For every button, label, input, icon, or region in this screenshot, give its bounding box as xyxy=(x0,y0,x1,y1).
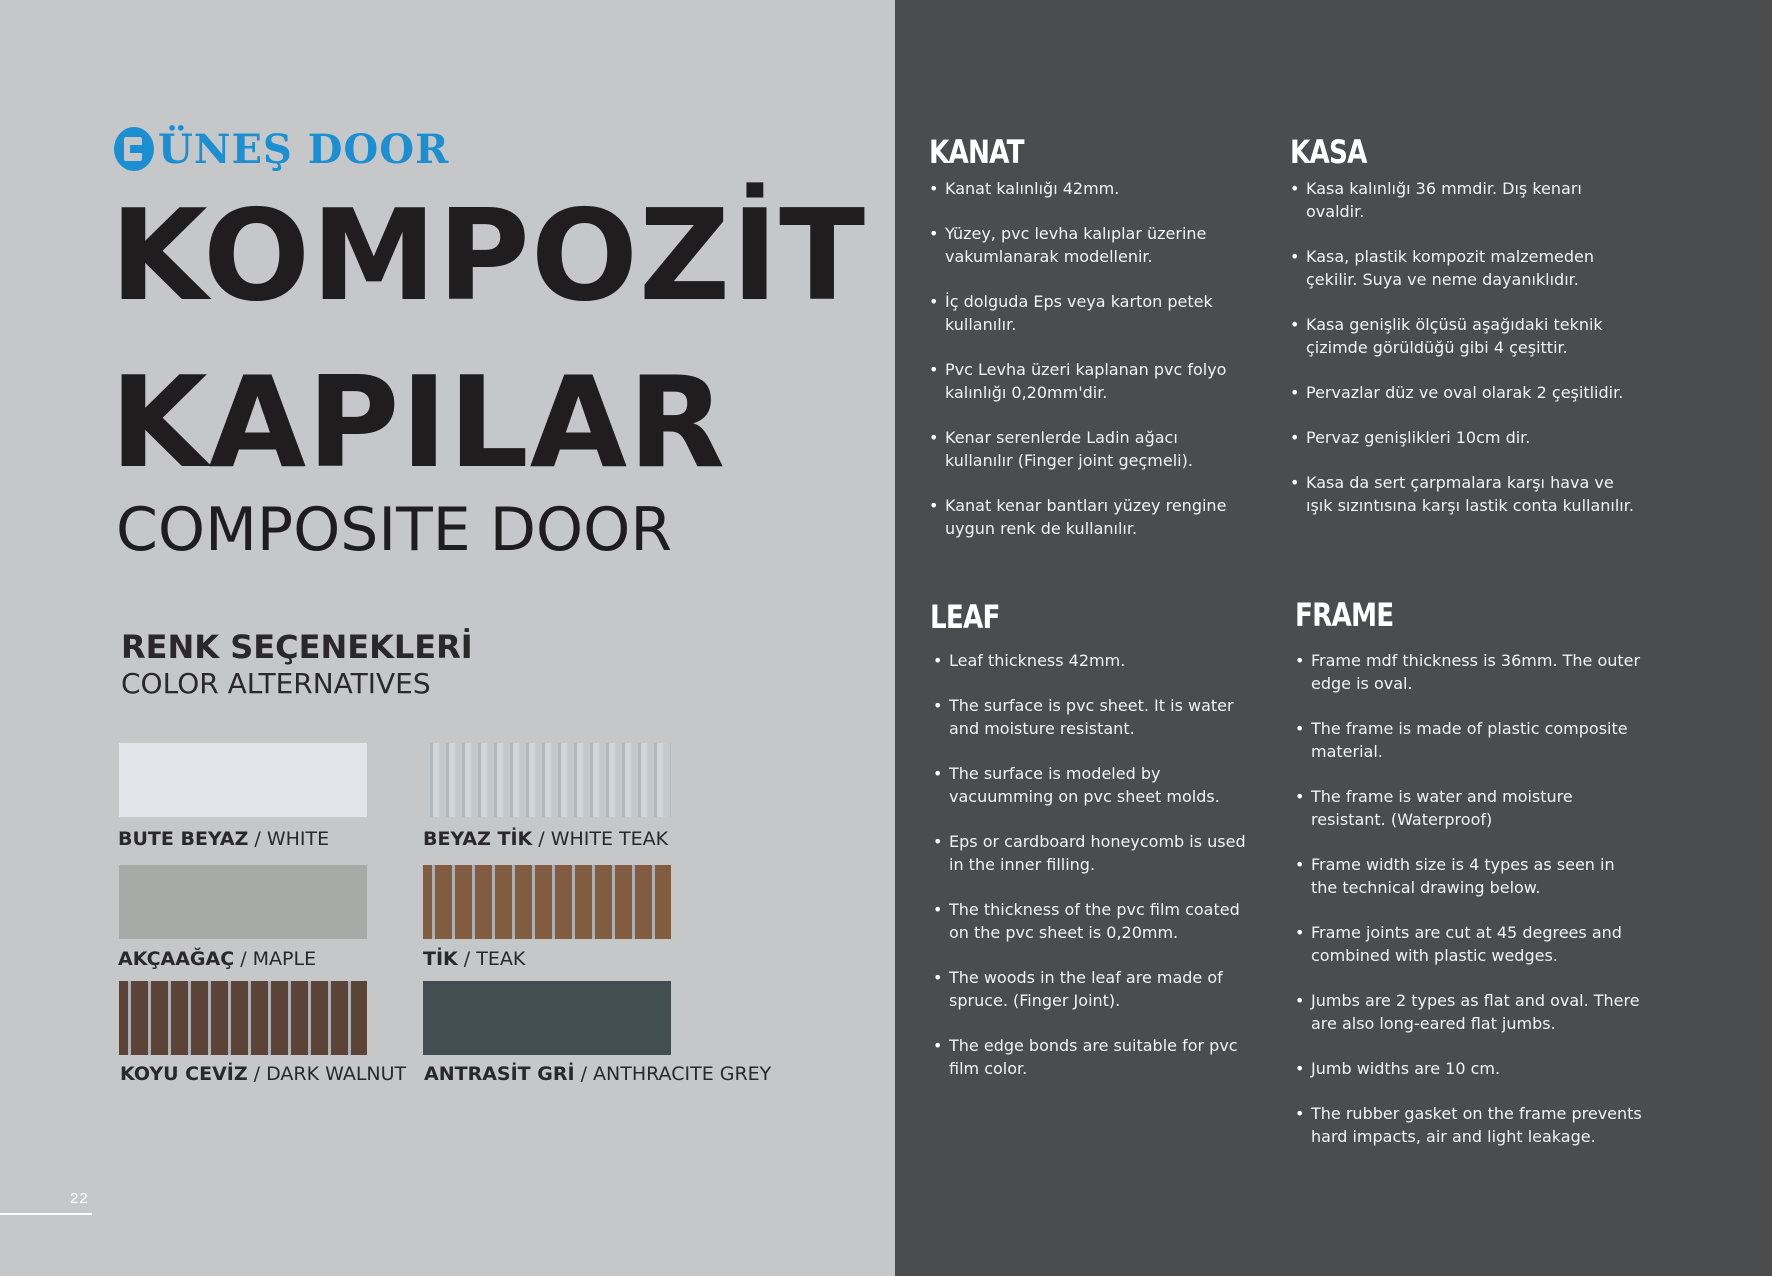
kasa-item: • Kasa kalınlığı 36 mmdir. Dış kenarı ovaldir. xyxy=(1290,177,1640,223)
leaf-item: • The surface is modeled by vacuumming on pvc sheet molds. xyxy=(933,762,1253,808)
frame-item: • Jumb widths are 10 cm. xyxy=(1295,1057,1645,1080)
frame-item: • Frame mdf thickness is 36mm. The outer edge is oval. xyxy=(1295,649,1645,695)
kanat-item: • Kanat kalınlığı 42mm. xyxy=(929,177,1249,200)
swatch-beyaz-tik xyxy=(423,743,671,817)
right-panel xyxy=(895,0,1772,1276)
swatch-label: BEYAZ TİK / WHITE TEAK xyxy=(423,828,669,850)
page-number-rule xyxy=(0,1213,92,1215)
frame-heading: FRAME xyxy=(1295,596,1394,634)
brand-logo xyxy=(114,124,449,174)
swatch-bute-beyaz xyxy=(119,743,367,817)
frame-item: • The frame is made of plastic composite material. xyxy=(1295,717,1645,763)
leaf-item: • The woods in the leaf are made of spruce. (Finger Joint). xyxy=(933,966,1253,1012)
swatch-label: KOYU CEVİZ / DARK WALNUT xyxy=(120,1063,407,1085)
swatch-label: AKÇAAĞAÇ / MAPLE xyxy=(118,948,317,970)
leaf-item: • Leaf thickness 42mm. xyxy=(933,649,1253,672)
kasa-item: • Kasa da sert çarpmalara karşı hava ve ışık sızıntısına karşı lastik conta kullanılır. xyxy=(1290,471,1640,517)
kanat-list xyxy=(929,177,1249,562)
frame-item: • The frame is water and moisture resistant. (Waterproof) xyxy=(1295,785,1645,831)
kasa-heading: KASA xyxy=(1290,133,1367,171)
colors-heading: RENK SEÇENEKLERİ xyxy=(121,628,473,666)
leaf-item: • The edge bonds are suitable for pvc film color. xyxy=(933,1034,1253,1080)
leaf-item: • Eps or cardboard honeycomb is used in the inner filling. xyxy=(933,830,1253,876)
frame-list xyxy=(1295,649,1645,1170)
kanat-item: • Yüzey, pvc levha kalıplar üzerine vakumlanarak modellenir. xyxy=(929,222,1249,268)
swatch-koyu-ceviz xyxy=(119,981,367,1055)
kasa-item: • Pervaz genişlikleri 10cm dir. xyxy=(1290,426,1640,449)
kanat-heading: KANAT xyxy=(929,133,1024,171)
title-line-1: KOMPOZİT xyxy=(110,182,867,329)
swatch-antrasit-gri xyxy=(423,981,671,1055)
subtitle: COMPOSITE DOOR xyxy=(116,495,673,565)
logo-g-icon xyxy=(114,127,154,171)
swatch-tik xyxy=(423,865,671,939)
page-number: 22 xyxy=(70,1190,89,1207)
title-line-2: KAPILAR xyxy=(110,349,727,496)
swatch-label: ANTRASİT GRİ / ANTHRACITE GREY xyxy=(424,1063,772,1085)
frame-item: • Jumbs are 2 types as flat and oval. There are also long-eared flat jumbs. xyxy=(1295,989,1645,1035)
leaf-list xyxy=(933,649,1253,1102)
colors-subheading: COLOR ALTERNATIVES xyxy=(121,667,431,700)
logo-text: ÜNEŞ DOOR xyxy=(158,125,450,173)
swatch-akcaagac xyxy=(119,865,367,939)
kanat-item: • Kanat kenar bantları yüzey rengine uygun renk de kullanılır. xyxy=(929,494,1249,540)
kanat-item: • Pvc Levha üzeri kaplanan pvc folyo kalınlığı 0,20mm'dir. xyxy=(929,358,1249,404)
kanat-item: • İç dolguda Eps veya karton petek kullanılır. xyxy=(929,290,1249,336)
kasa-item: • Kasa, plastik kompozit malzemeden çekilir. Suya ve neme dayanıklıdır. xyxy=(1290,245,1640,291)
kasa-list xyxy=(1290,177,1640,539)
kanat-item: • Kenar serenlerde Ladin ağacı kullanılır (Finger joint geçmeli). xyxy=(929,426,1249,472)
frame-item: • Frame width size is 4 types as seen in the technical drawing below. xyxy=(1295,853,1645,899)
leaf-item: • The surface is pvc sheet. It is water and moisture resistant. xyxy=(933,694,1253,740)
kasa-item: • Kasa genişlik ölçüsü aşağıdaki teknik çizimde görüldüğü gibi 4 çeşittir. xyxy=(1290,313,1640,359)
leaf-item: • The thickness of the pvc film coated on the pvc sheet is 0,20mm. xyxy=(933,898,1253,944)
kasa-item: • Pervazlar düz ve oval olarak 2 çeşitlidir. xyxy=(1290,381,1640,404)
frame-item: • Frame joints are cut at 45 degrees and combined with plastic wedges. xyxy=(1295,921,1645,967)
swatch-label: TİK / TEAK xyxy=(423,948,526,970)
leaf-heading: LEAF xyxy=(930,598,1000,636)
frame-item: • The rubber gasket on the frame prevents hard impacts, air and light leakage. xyxy=(1295,1102,1645,1148)
swatch-label: BUTE BEYAZ / WHITE xyxy=(118,828,330,850)
